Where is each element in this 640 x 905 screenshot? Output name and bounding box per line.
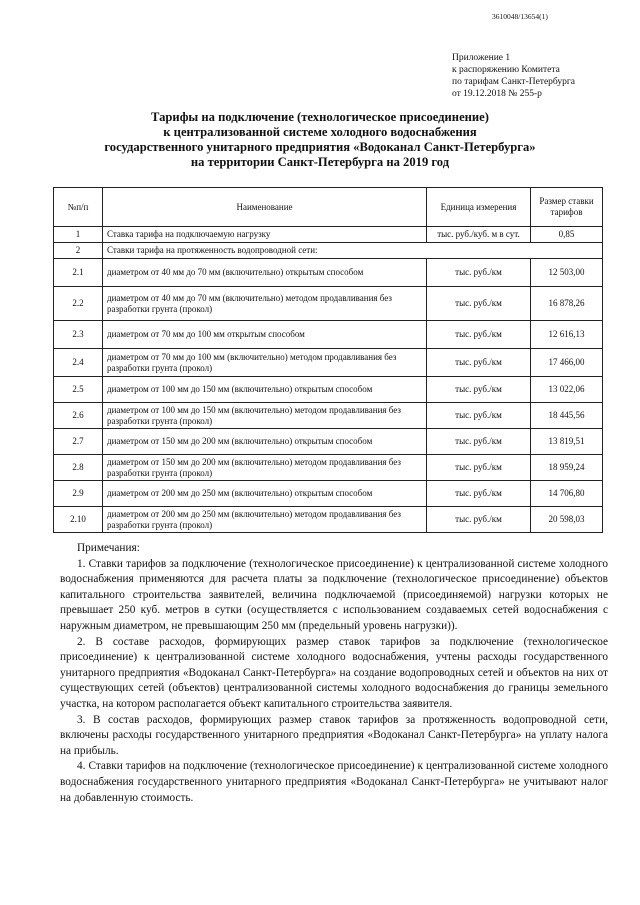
row-name: диаметром от 200 мм до 250 мм (включительно) открытым способом: [103, 481, 427, 507]
row-rate: 12 503,00: [531, 259, 603, 287]
row-rate: 13 819,51: [531, 429, 603, 455]
appendix-block: [452, 52, 575, 100]
note-item: 1. Ставки тарифов за подключение (технологическое присоединение) к централизованной системе холодного водоснабжения применяются для расчета платы за подключение (технологическое присоединение) объектов капитального строительства заявителей, величина подключаемой (присоединяемой) нагрузки которых не превышает 250 куб. метров в сутки (осуществляется с использованием создаваемых сетей водоснабжения с наружным диаметром, не превышающим 250 мм (предельный уровень нагрузки)).: [60, 557, 608, 632]
row-name: диаметром от 200 мм до 250 мм (включительно) методом продавливания без разработки грунта (прокол): [103, 507, 427, 533]
row-name: Ставка тарифа на подключаемую нагрузку: [103, 227, 427, 243]
table-row: [54, 243, 603, 259]
appendix-line: Приложение 1: [452, 53, 511, 63]
table-row: [54, 227, 603, 243]
row-unit: тыс. руб./км: [427, 481, 531, 507]
row-num: 2.10: [54, 507, 103, 533]
row-num: 2.9: [54, 481, 103, 507]
note-item: 4. Ставки тарифов на подключение (технологическое присоединение) к централизованной системе холодного водоснабжения государственного унитарного предприятия «Водоканал Санкт-Петербурга» не учитывают налог на добавленную стоимость.: [60, 760, 608, 804]
row-rate: 17 466,00: [531, 349, 603, 377]
row-unit: тыс. руб./км: [427, 321, 531, 349]
table-row: [54, 321, 603, 349]
row-num: 1: [54, 227, 103, 243]
row-num: 2.2: [54, 287, 103, 321]
row-unit: тыс. руб./км: [427, 455, 531, 481]
appendix-line: по тарифам Санкт-Петербурга: [452, 77, 576, 87]
row-rate: 13 022,06: [531, 377, 603, 403]
row-num: 2.7: [54, 429, 103, 455]
row-rate: 18 445,56: [531, 403, 603, 429]
row-num: 2.1: [54, 259, 103, 287]
row-rate: 18 959,24: [531, 455, 603, 481]
table-row: [54, 259, 603, 287]
row-unit: тыс. руб./км: [427, 259, 531, 287]
row-name: диаметром от 70 мм до 100 мм открытым способом: [103, 321, 427, 349]
row-num: 2.8: [54, 455, 103, 481]
row-name: диаметром от 40 мм до 70 мм (включительно) открытым способом: [103, 259, 427, 287]
row-name: диаметром от 150 мм до 200 мм (включительно) методом продавливания без разработки грунта (прокол): [103, 455, 427, 481]
title-line: государственного унитарного предприятия «Водоканал Санкт-Петербурга»: [104, 140, 536, 154]
row-unit: тыс. руб./км: [427, 287, 531, 321]
table-row: [54, 481, 603, 507]
row-rate: 20 598,03: [531, 507, 603, 533]
row-num: 2: [54, 243, 103, 259]
tariffs-table: [53, 187, 603, 533]
header-num: №п/п: [54, 188, 103, 227]
appendix-line: от 19.12.2018 № 255-р: [452, 89, 542, 99]
appendix-line: к распоряжению Комитета: [452, 65, 560, 75]
row-num: 2.6: [54, 403, 103, 429]
row-name: диаметром от 150 мм до 200 мм (включительно) открытым способом: [103, 429, 427, 455]
row-unit: тыс. руб./куб. м в сут.: [427, 227, 531, 243]
document-title: [60, 110, 580, 170]
title-line: на территории Санкт-Петербурга на 2019 год: [190, 155, 450, 169]
row-unit: тыс. руб./км: [427, 429, 531, 455]
note-item: 2. В составе расходов, формирующих размер ставок тарифов за подключение (технологическое присоединение) к централизованной системе холодного водоснабжения, учтены расходы государственного унитарного предприятия «Водоканал Санкт-Петербурга» на создание водопроводных сетей и объектов на них от существующих сетей (объектов) централизованной системы холодного водоснабжения до границы земельного участка, на котором располагается объект капитального строительства заявителя.: [60, 635, 608, 710]
title-line: к централизованной системе холодного водоснабжения: [163, 125, 477, 139]
table-row: [54, 403, 603, 429]
row-name: Ставки тарифа на протяженность водопроводной сети:: [103, 243, 603, 259]
row-rate: 12 616,13: [531, 321, 603, 349]
row-name: диаметром от 40 мм до 70 мм (включительно) методом продавливания без разработки грунта (прокол): [103, 287, 427, 321]
table-row: [54, 287, 603, 321]
row-num: 2.3: [54, 321, 103, 349]
header-unit: Единица измерения: [427, 188, 531, 227]
note-item: 3. В состав расходов, формирующих размер ставок тарифов за протяженность водопроводной сети, включены расходы государственного унитарного предприятия «Водоканал Санкт-Петербурга» на уплату налога на прибыль.: [60, 713, 608, 757]
row-rate: 0,85: [531, 227, 603, 243]
table-row: [54, 349, 603, 377]
table-row: [54, 507, 603, 533]
table-row: [54, 377, 603, 403]
row-unit: тыс. руб./км: [427, 377, 531, 403]
row-unit: тыс. руб./км: [427, 507, 531, 533]
table-row: [54, 429, 603, 455]
table-row: [54, 455, 603, 481]
row-rate: 16 878,26: [531, 287, 603, 321]
table-header-row: [54, 188, 603, 227]
row-unit: тыс. руб./км: [427, 349, 531, 377]
notes-title: Примечания:: [77, 542, 140, 554]
row-rate: 14 706,80: [531, 481, 603, 507]
row-name: диаметром от 70 мм до 100 мм (включительно) методом продавливания без разработки грунта (прокол): [103, 349, 427, 377]
row-num: 2.4: [54, 349, 103, 377]
title-line: Тарифы на подключение (технологическое присоединение): [151, 110, 489, 124]
header-rate: Размер ставки тарифов: [531, 188, 603, 227]
row-num: 2.5: [54, 377, 103, 403]
row-name: диаметром от 100 мм до 150 мм (включительно) открытым способом: [103, 377, 427, 403]
row-unit: тыс. руб./км: [427, 403, 531, 429]
header-name: Наименование: [103, 188, 427, 227]
document-number: 3610048/13654(1): [492, 12, 548, 21]
notes-section: [60, 541, 608, 806]
row-name: диаметром от 100 мм до 150 мм (включительно) методом продавливания без разработки грунта (прокол): [103, 403, 427, 429]
